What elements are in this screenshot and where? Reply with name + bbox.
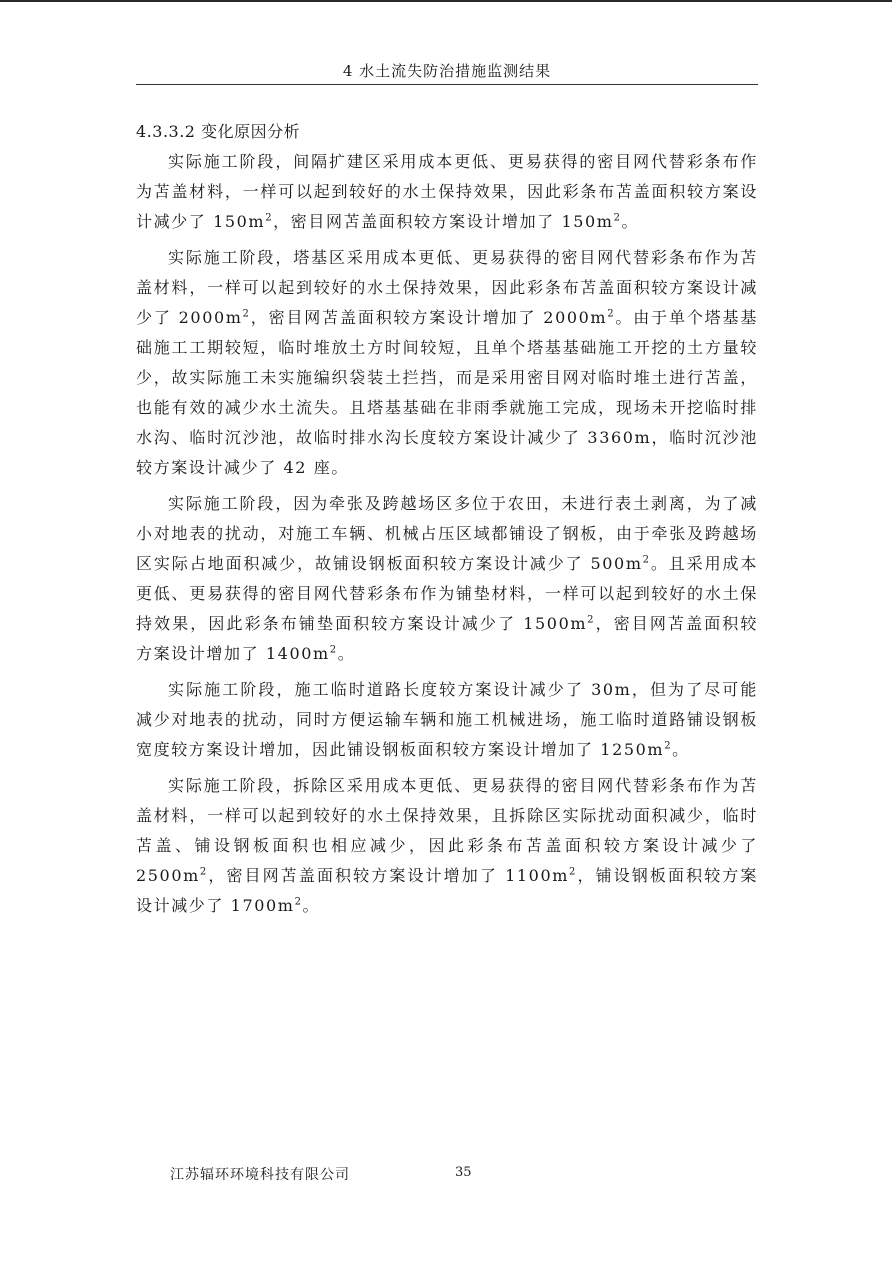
footer-company-name: 江苏辐环环境科技有限公司 [170, 1167, 350, 1183]
unit-superscript: 2 [607, 308, 616, 320]
paragraph-text: ，密目网苫盖面积较方案设计增加了 2000m [250, 308, 608, 327]
paragraph-text: 实际施工阶段，施工临时道路长度较方案设计减少了 30m，但为了尽可能减少对地表的扰动，同时方便运输车辆和施工机械进场，施工临时道路铺设钢板宽度较方案设计增加，因此铺设钢板面积较方案设计增加了 1250m [136, 680, 758, 759]
paragraph-text: 。 [302, 896, 321, 915]
paragraph-text: ，密目网苫盖面积较方案设计增加了 1400m [136, 614, 758, 663]
paragraph-text: ，密目网苫盖面积较方案设计增加了 150m [273, 212, 614, 231]
unit-superscript: 2 [265, 212, 274, 224]
paragraph-text: ，密目网苫盖面积较方案设计增加了 1100m [207, 866, 570, 885]
paragraph-bay-expansion [136, 147, 758, 237]
unit-superscript: 2 [199, 866, 208, 878]
unit-superscript: 2 [642, 554, 651, 566]
paragraph-text: 实际施工阶段，塔基区采用成本更低、更易获得的密目网代替彩条布作为苫盖材料，一样可以起到较好的水土保持效果，因此彩条布苫盖面积较方案设计减少了 2000m [136, 248, 758, 327]
paragraph-text: ，铺设钢板面积较方案设计减少了 1700m [136, 866, 758, 915]
page-body [136, 117, 758, 927]
paragraph-tower-base [136, 243, 758, 483]
unit-superscript: 2 [664, 740, 673, 752]
paragraph-text: 实际施工阶段，因为牵张及跨越场区多位于农田，未进行表土剥离，为了减小对地表的扰动，对施工车辆、机械占压区域都铺设了钢板，由于牵张及跨越场区实际占地面积减少，故铺设钢板面积较方案设计减少了 500m [136, 494, 758, 573]
unit-superscript: 2 [587, 614, 596, 626]
page-top-border [0, 0, 892, 2]
page-number: 35 [455, 1165, 472, 1180]
paragraph-text: 实际施工阶段，间隔扩建区采用成本更低、更易获得的密目网代替彩条布作为苫盖材料，一样可以起到较好的水土保持效果，因此彩条布苫盖面积较方案设计减少了 150m [136, 152, 758, 231]
paragraph-text: 。 [672, 740, 690, 759]
running-header: 4 水土流失防治措施监测结果 [342, 62, 552, 80]
header-rule [136, 84, 758, 85]
unit-superscript: 2 [613, 212, 622, 224]
paragraph-text: 。由于单个塔基基础施工工期较短，临时堆放土方时间较短，且单个塔基基础施工开挖的土方量较少，故实际施工未实施编织袋装土拦挡，而是采用密目网对临时堆土进行苫盖，也能有效的减少水土流失。且塔基基础在非雨季就施工完成，现场未开挖临时排水沟、临时沉沙池，故临时排水沟长度较方案设计减少了 3360m，临时沉沙池较方案设计减少了 42 座。 [136, 308, 758, 477]
unit-superscript: 2 [329, 644, 338, 656]
paragraph-demolition [136, 771, 758, 921]
unit-superscript: 2 [294, 896, 303, 908]
unit-superscript: 2 [242, 308, 251, 320]
paragraph-text: 。且采用成本更低、更易获得的密目网代替彩条布作为铺垫材料，一样可以起到较好的水土保持效果，因此彩条布铺垫面积较方案设计减少了 1500m [136, 554, 758, 633]
unit-superscript: 2 [569, 866, 577, 878]
section-heading: 4.3.3.2 变化原因分析 [136, 122, 301, 141]
paragraph-text: 实际施工阶段，拆除区采用成本更低、更易获得的密目网代替彩条布作为苫盖材料，一样可以起到较好的水土保持效果，且拆除区实际扰动面积减少，临时苫盖、铺设钢板面积也相应减少，因此彩条布苫盖面积较方案设计减少了 2500m [136, 776, 758, 885]
paragraph-text: 。 [337, 644, 356, 663]
paragraph-temporary-road [136, 675, 758, 765]
paragraph-tension-crossing [136, 489, 758, 669]
paragraph-text: 。 [621, 212, 640, 231]
